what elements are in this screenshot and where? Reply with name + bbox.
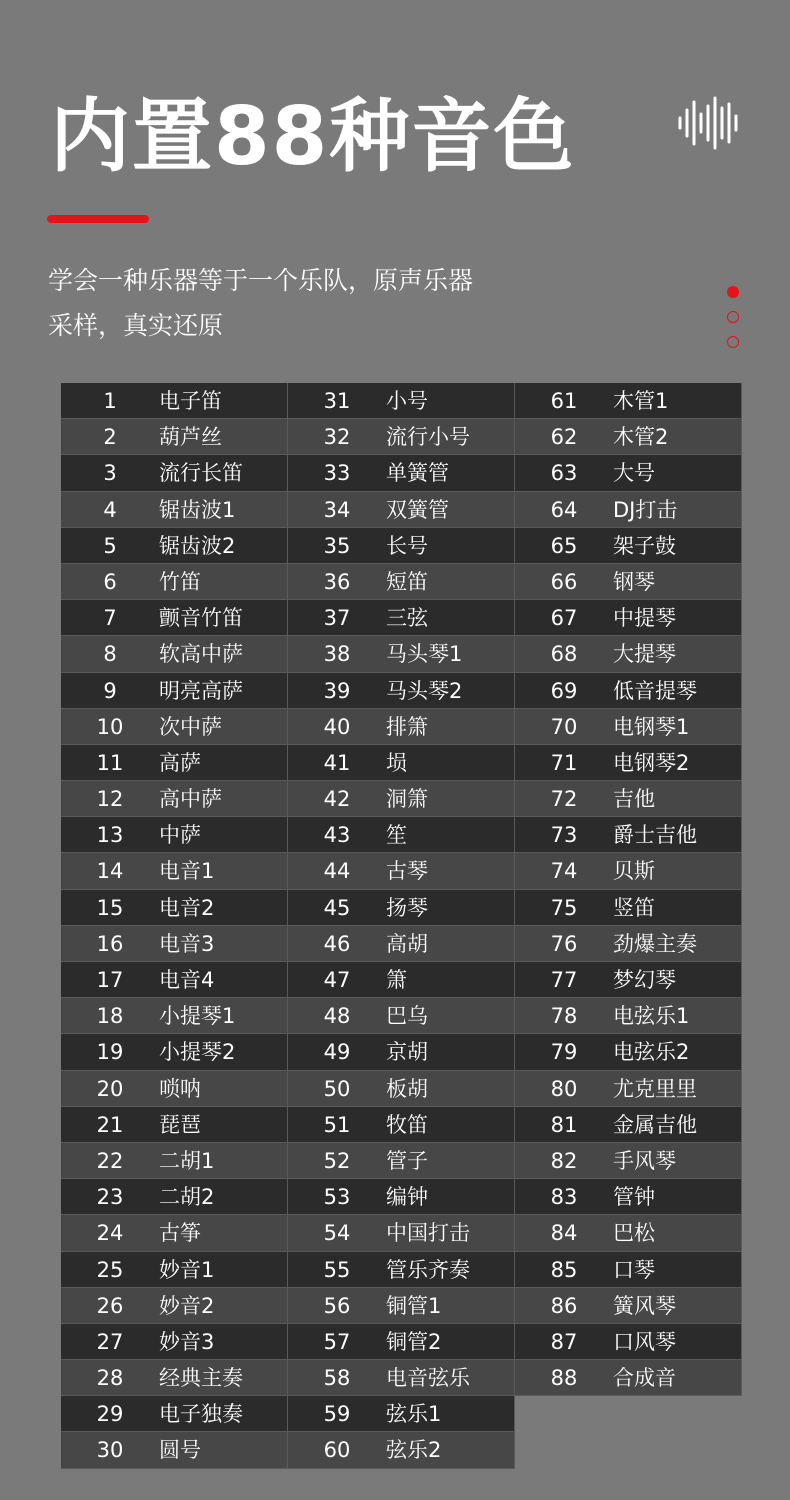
voice-name: 扬琴 — [386, 895, 428, 920]
table-row — [61, 383, 288, 419]
voice-name: 板胡 — [386, 1076, 428, 1101]
voice-column-3 — [515, 383, 742, 1396]
voice-name: 手风琴 — [613, 1148, 676, 1173]
voice-number: 84 — [550, 1221, 578, 1246]
table-row — [515, 853, 742, 889]
voice-name: 短笛 — [386, 569, 428, 594]
voice-name: 高胡 — [386, 931, 428, 956]
voice-number: 54 — [323, 1221, 351, 1246]
voice-number: 74 — [550, 859, 578, 884]
table-row — [288, 1396, 515, 1432]
table-row — [288, 1107, 515, 1143]
table-row — [515, 817, 742, 853]
voice-number: 15 — [96, 895, 124, 920]
table-row — [61, 1107, 288, 1143]
voice-name: 颤音竹笛 — [159, 606, 243, 631]
voice-number: 12 — [96, 787, 124, 812]
table-row — [288, 528, 515, 564]
voice-number: 50 — [323, 1076, 351, 1101]
voice-number: 85 — [550, 1257, 578, 1282]
table-row — [515, 492, 742, 528]
voice-name: 管乐齐奏 — [386, 1257, 470, 1282]
voice-number: 66 — [550, 569, 578, 594]
voice-name: 古筝 — [159, 1221, 201, 1246]
table-row — [515, 926, 742, 962]
voice-name: 爵士吉他 — [613, 823, 697, 848]
voice-number: 26 — [96, 1293, 124, 1318]
table-row — [288, 419, 515, 455]
voice-number: 43 — [323, 823, 351, 848]
voice-name: 牧笛 — [386, 1112, 428, 1137]
voice-number: 72 — [550, 787, 578, 812]
voice-name: 管钟 — [613, 1185, 655, 1210]
table-row — [288, 745, 515, 781]
voice-number: 49 — [323, 1040, 351, 1065]
voice-name: 金属吉他 — [613, 1112, 697, 1137]
table-row — [515, 455, 742, 491]
voice-number: 51 — [323, 1112, 351, 1137]
voice-name: 大提琴 — [613, 642, 676, 667]
table-row — [515, 636, 742, 672]
table-row — [288, 962, 515, 998]
voice-name: 葫芦丝 — [159, 425, 222, 450]
voice-number: 25 — [96, 1257, 124, 1282]
voice-name: 妙音3 — [159, 1329, 215, 1354]
table-row — [288, 1360, 515, 1396]
voice-name: 电音4 — [159, 968, 215, 992]
table-row — [288, 600, 515, 636]
voice-name: 妙音2 — [159, 1293, 215, 1318]
voice-number: 2 — [103, 425, 117, 450]
voice-name: 钢琴 — [613, 569, 655, 594]
voice-number: 47 — [323, 968, 351, 992]
table-row — [61, 564, 288, 600]
voice-name: 巴松 — [613, 1221, 655, 1246]
table-row — [515, 781, 742, 817]
table-row — [61, 1143, 288, 1179]
table-row — [61, 636, 288, 672]
table-row — [61, 1432, 288, 1468]
voice-column-2 — [288, 383, 515, 1469]
table-row — [288, 998, 515, 1034]
voice-number: 27 — [96, 1329, 124, 1354]
subtitle-line-2: 采样，真实还原 — [48, 311, 224, 340]
voice-number: 6 — [103, 569, 117, 594]
voice-name: 箫 — [386, 968, 407, 992]
voice-number: 32 — [323, 425, 351, 450]
page-title: 内置88种音色 — [50, 90, 576, 183]
pagination-dots — [727, 286, 741, 361]
voice-name: 唢呐 — [159, 1076, 201, 1101]
table-row — [61, 962, 288, 998]
voice-name: 吉他 — [613, 787, 655, 812]
voice-number: 10 — [96, 714, 124, 739]
table-row — [288, 781, 515, 817]
voice-number: 3 — [103, 461, 117, 486]
voice-number: 82 — [550, 1148, 578, 1173]
voice-number: 23 — [96, 1185, 124, 1210]
voice-name: 电弦乐2 — [613, 1040, 690, 1065]
voice-name: 电音1 — [159, 859, 215, 884]
voice-number: 4 — [103, 497, 117, 522]
voice-number: 42 — [323, 787, 351, 812]
voice-number: 7 — [103, 606, 117, 631]
table-row — [61, 1324, 288, 1360]
voice-number: 65 — [550, 533, 578, 558]
table-row — [515, 1215, 742, 1251]
voice-number: 83 — [550, 1185, 578, 1210]
voice-number: 70 — [550, 714, 578, 739]
voice-name: 二胡1 — [159, 1148, 215, 1173]
voice-name: 木管1 — [613, 389, 669, 413]
voice-name: 竖笛 — [613, 895, 655, 920]
voice-number: 11 — [96, 750, 124, 775]
voice-number: 16 — [96, 931, 124, 956]
table-row — [515, 528, 742, 564]
table-row — [288, 1215, 515, 1251]
voice-name: 簧风琴 — [613, 1293, 676, 1318]
voice-number: 30 — [96, 1438, 124, 1463]
voice-name: 明亮高萨 — [159, 678, 243, 703]
subtitle — [48, 258, 473, 348]
table-row — [515, 564, 742, 600]
table-row — [515, 1107, 742, 1143]
pagination-dot[interactable] — [727, 311, 739, 323]
voice-name: 弦乐2 — [386, 1438, 442, 1463]
voice-name: 软高中萨 — [159, 642, 243, 667]
table-row — [61, 853, 288, 889]
table-row — [61, 1396, 288, 1432]
voice-name: 妙音1 — [159, 1257, 215, 1282]
voice-name: 二胡2 — [159, 1185, 215, 1210]
voice-number: 73 — [550, 823, 578, 848]
voice-number: 5 — [103, 533, 117, 558]
voice-number: 81 — [550, 1112, 578, 1137]
pagination-dot-active[interactable] — [727, 286, 739, 298]
voice-number: 59 — [323, 1402, 351, 1427]
voice-number: 31 — [323, 389, 351, 413]
table-row — [288, 817, 515, 853]
voice-number: 58 — [323, 1366, 351, 1391]
voice-number: 1 — [103, 389, 117, 413]
voice-name: 古琴 — [386, 859, 428, 884]
table-row — [288, 1143, 515, 1179]
table-row — [288, 1034, 515, 1070]
voice-name: 铜管2 — [386, 1329, 442, 1354]
table-row — [288, 1324, 515, 1360]
voice-number: 86 — [550, 1293, 578, 1318]
subtitle-line-1: 学会一种乐器等于一个乐队，原声乐器 — [48, 266, 474, 295]
table-row — [515, 419, 742, 455]
voice-number: 46 — [323, 931, 351, 956]
voice-number: 29 — [96, 1402, 124, 1427]
voice-number: 19 — [96, 1040, 124, 1065]
voice-name: 小号 — [386, 389, 428, 413]
table-row — [288, 1179, 515, 1215]
table-row — [515, 998, 742, 1034]
voice-name: 长号 — [386, 533, 428, 558]
voice-number: 9 — [103, 678, 117, 703]
voice-number: 55 — [323, 1257, 351, 1282]
table-row — [288, 673, 515, 709]
voice-name: 高萨 — [159, 750, 201, 775]
voice-name: 木管2 — [613, 425, 669, 450]
voice-number: 8 — [103, 642, 117, 667]
voice-number: 33 — [323, 461, 351, 486]
table-row — [515, 1071, 742, 1107]
table-row — [61, 673, 288, 709]
voice-number: 56 — [323, 1293, 351, 1318]
voice-number: 87 — [550, 1329, 578, 1354]
voice-number: 57 — [323, 1329, 351, 1354]
voice-name: 单簧管 — [386, 461, 449, 486]
table-row — [61, 1360, 288, 1396]
voice-name: 电音2 — [159, 895, 215, 920]
table-row — [288, 1071, 515, 1107]
voice-number: 79 — [550, 1040, 578, 1065]
voice-number: 34 — [323, 497, 351, 522]
table-row — [61, 1288, 288, 1324]
voice-number: 36 — [323, 569, 351, 594]
table-row — [515, 1288, 742, 1324]
table-row — [61, 492, 288, 528]
table-row — [61, 455, 288, 491]
table-row — [288, 890, 515, 926]
voice-number: 76 — [550, 931, 578, 956]
table-row — [61, 817, 288, 853]
voice-name: 圆号 — [159, 1438, 201, 1463]
voice-name: 中萨 — [159, 823, 201, 848]
table-row — [288, 1288, 515, 1324]
voice-name: 京胡 — [386, 1040, 428, 1065]
voice-name: 架子鼓 — [613, 533, 676, 558]
voice-number: 22 — [96, 1148, 124, 1173]
voice-name: 低音提琴 — [613, 678, 697, 703]
voice-name: 三弦 — [386, 606, 428, 631]
voice-name: 锯齿波2 — [159, 533, 236, 558]
pagination-dot[interactable] — [727, 336, 739, 348]
voice-number: 20 — [96, 1076, 124, 1101]
voice-name: 中提琴 — [613, 606, 676, 631]
voice-name: 电子笛 — [159, 389, 222, 413]
voice-number: 39 — [323, 678, 351, 703]
voice-number: 48 — [323, 1004, 351, 1029]
voice-number: 35 — [323, 533, 351, 558]
table-row — [515, 1360, 742, 1396]
voice-name: 劲爆主奏 — [613, 931, 697, 956]
voice-name: 小提琴1 — [159, 1004, 236, 1029]
table-row — [61, 600, 288, 636]
voice-name: 中国打击 — [386, 1221, 470, 1246]
voice-number: 77 — [550, 968, 578, 992]
voice-number: 37 — [323, 606, 351, 631]
table-row — [61, 1034, 288, 1070]
voice-name: 次中萨 — [159, 714, 222, 739]
voice-number: 17 — [96, 968, 124, 992]
voice-number: 69 — [550, 678, 578, 703]
voice-name: 小提琴2 — [159, 1040, 236, 1065]
voice-name: 琵琶 — [159, 1112, 201, 1137]
voice-number: 60 — [323, 1438, 351, 1463]
voice-number: 52 — [323, 1148, 351, 1173]
table-row — [288, 1432, 515, 1468]
table-row — [515, 383, 742, 419]
table-row — [61, 926, 288, 962]
voice-number: 21 — [96, 1112, 124, 1137]
table-row — [515, 673, 742, 709]
voice-name: 电钢琴2 — [613, 750, 690, 775]
table-row — [515, 890, 742, 926]
voice-number: 63 — [550, 461, 578, 486]
table-row — [515, 1324, 742, 1360]
table-row — [61, 1215, 288, 1251]
voice-number: 44 — [323, 859, 351, 884]
table-row — [288, 709, 515, 745]
table-row — [288, 853, 515, 889]
table-row — [288, 636, 515, 672]
table-row — [61, 998, 288, 1034]
table-row — [288, 455, 515, 491]
voice-number: 64 — [550, 497, 578, 522]
voice-number: 62 — [550, 425, 578, 450]
voice-name: 双簧管 — [386, 497, 449, 522]
voice-number: 40 — [323, 714, 351, 739]
voice-name: 口琴 — [613, 1257, 655, 1282]
voice-name: 电弦乐1 — [613, 1004, 690, 1029]
table-row — [61, 419, 288, 455]
table-row — [515, 745, 742, 781]
voice-name: 马头琴1 — [386, 642, 463, 667]
table-row — [515, 1034, 742, 1070]
voice-number: 18 — [96, 1004, 124, 1029]
voice-name: 梦幻琴 — [613, 968, 676, 992]
voice-number: 61 — [550, 389, 578, 413]
voice-name: DJ打击 — [613, 497, 678, 522]
voice-number: 88 — [550, 1366, 578, 1391]
table-row — [61, 890, 288, 926]
voice-name: 管子 — [386, 1148, 428, 1173]
voice-name: 高中萨 — [159, 787, 222, 812]
table-row — [515, 709, 742, 745]
voice-name: 经典主奏 — [159, 1366, 243, 1391]
voice-name: 流行长笛 — [159, 461, 243, 486]
voice-name: 洞箫 — [386, 787, 428, 812]
table-row — [288, 492, 515, 528]
voice-number: 41 — [323, 750, 351, 775]
voice-number: 13 — [96, 823, 124, 848]
voice-name: 电音弦乐 — [386, 1366, 470, 1391]
voice-name: 电音3 — [159, 931, 215, 956]
table-row — [288, 1252, 515, 1288]
table-row — [61, 528, 288, 564]
voice-number: 75 — [550, 895, 578, 920]
accent-underline — [47, 215, 149, 223]
voice-name: 电子独奏 — [159, 1402, 243, 1427]
table-row — [515, 1252, 742, 1288]
voice-name: 埙 — [386, 750, 407, 775]
voice-number: 28 — [96, 1366, 124, 1391]
table-row — [61, 1179, 288, 1215]
voice-name: 大号 — [613, 461, 655, 486]
voice-name: 尤克里里 — [613, 1076, 697, 1101]
voice-number: 68 — [550, 642, 578, 667]
table-row — [288, 926, 515, 962]
voice-number: 53 — [323, 1185, 351, 1210]
voice-name: 贝斯 — [613, 859, 655, 884]
voice-number: 45 — [323, 895, 351, 920]
sound-wave-icon — [676, 96, 742, 150]
voice-name: 巴乌 — [386, 1004, 428, 1029]
voice-number: 71 — [550, 750, 578, 775]
table-row — [61, 1071, 288, 1107]
table-row — [515, 1179, 742, 1215]
voice-name: 弦乐1 — [386, 1402, 442, 1427]
table-row — [61, 709, 288, 745]
voice-number: 80 — [550, 1076, 578, 1101]
voice-name: 铜管1 — [386, 1293, 442, 1318]
voice-number: 78 — [550, 1004, 578, 1029]
voice-name: 马头琴2 — [386, 678, 463, 703]
table-row — [515, 600, 742, 636]
voice-number: 24 — [96, 1221, 124, 1246]
table-row — [288, 383, 515, 419]
voice-name: 电钢琴1 — [613, 714, 690, 739]
voice-name: 编钟 — [386, 1185, 428, 1210]
voice-name: 笙 — [386, 823, 407, 848]
voice-number: 38 — [323, 642, 351, 667]
voice-name: 锯齿波1 — [159, 497, 236, 522]
voice-name: 口风琴 — [613, 1329, 676, 1354]
table-row — [61, 1252, 288, 1288]
table-row — [288, 564, 515, 600]
voice-name: 流行小号 — [386, 425, 470, 450]
voice-column-1 — [61, 383, 288, 1469]
voice-number: 14 — [96, 859, 124, 884]
table-row — [61, 745, 288, 781]
voice-number: 67 — [550, 606, 578, 631]
table-row — [515, 1143, 742, 1179]
voice-name: 合成音 — [613, 1366, 676, 1391]
voice-name: 排箫 — [386, 714, 428, 739]
table-row — [515, 962, 742, 998]
table-row — [61, 781, 288, 817]
voice-name: 竹笛 — [159, 569, 201, 594]
